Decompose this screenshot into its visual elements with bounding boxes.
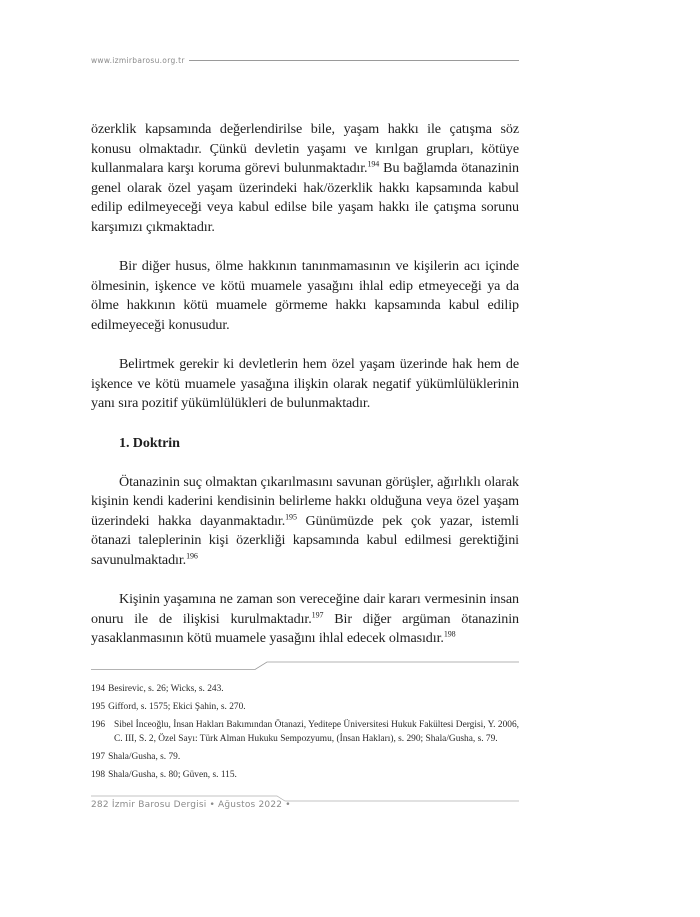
footnote-text: Sibel İnceoğlu, İnsan Hakları Bakımından Ötanazi, Yeditepe Üniversitesi Hukuk Fakültesi Dergisi, Y. 2006, C. III, S. 2, Özel Sayı: Türk Alman Hukuku Sempozyumu, (İnsan Hakları), s. 290; Shala/Gusha, s. 79. (114, 720, 519, 744)
header-url: www.izmirbarosu.org.tr (91, 55, 185, 65)
footnote-item (91, 769, 519, 782)
section-heading: 1. Doktrin (119, 434, 180, 451)
main-text (91, 120, 519, 649)
footnote-item (91, 751, 519, 764)
page-footer: 282 İzmir Barosu Dergisi • Ağustos 2022 • (91, 800, 291, 810)
footnote-text: Gifford, s. 1575; Ekici Şahin, s. 270. (108, 702, 246, 713)
footnote-number: 197 (91, 751, 106, 762)
paragraph-3: Belirtmek gerekir ki devletlerin hem özel yaşam üzerinde hak hem de işkence ve kötü muamele yasağına ilişkin olarak negatif yükümlülüklerinin yanı sıra pozitif yükümlülükleri de bulunmaktadır. (91, 356, 519, 412)
footnote-item (91, 683, 519, 696)
running-header (91, 54, 519, 66)
header-rule (189, 60, 519, 61)
footnote-text: Shala/Gusha, s. 80; Güven, s. 115. (108, 770, 237, 781)
footnote-ref-198[interactable]: 198 (443, 629, 456, 639)
footnote-number: 196 (91, 720, 106, 731)
footnote-number: 194 (91, 684, 106, 694)
footnote-text: Besirevic, s. 26; Wicks, s. 243. (108, 684, 224, 694)
paragraph-5: Kişinin yaşamına ne zaman son vereceğine dair kararı vermesinin insan onuru ile de ilişkisi kurulmaktadır.$^{197}$ Bir diğer argüman ötanazinin yasaklanmasının kötü muamele yasağını ihlal edecek olmasıdır.$^{198}$ (91, 591, 520, 647)
footnote-text: Shala/Gusha, s. 79. (108, 751, 181, 762)
footnote-number: 195 (91, 702, 106, 713)
footnote-item (91, 719, 519, 745)
footnote-item (91, 701, 519, 714)
paragraph-2: Bir diğer husus, ölme hakkının tanınmamasının ve kişilerin acı içinde ölmesinin, işkence ve kötü muamele yasağını ihlal edip etmeyeceği ya da ölme hakkının kötü muamele görmeme hakkı kapsamında kabul edilip edilmeyeceği konusudur. (91, 258, 519, 333)
paragraph-4: Ötanazinin suç olmaktan çıkarılmasını savunan görüşler, ağırlıklı olarak kişinin kendi kaderini kendisinin belirleme hakkı olduğuna veya özel yaşam üzerindeki hakka dayanmaktadır.$^{195}$ Günümüzde pek çok yazar, istemli ötanazi taleplerinin kişi özerkliği kapsamında kabul edilmesi gerektiğini savunulmaktadır.$^{196}$ (91, 473, 519, 569)
footnote-ref-197[interactable]: 197 (311, 610, 324, 620)
footnote-ref-196[interactable]: 196 (186, 551, 198, 561)
paragraph-1: özerklik kapsamında değerlendirilse bile, yaşam hakkı ile çatışma söz konusu olmaktadır. Çünkü devletin yaşamı ve kırılgan grupları, kötüye kullanmalara karşı koruma görevi bulunmaktadır.$^{194}$ Bu bağlamda ötanazinin genel olarak özel yaşam üzerindeki hak/özerklik hakkı kapsamında kabul edilip edilmeyeceği veya kabul edilse bile yaşam hakkı ile çatışma sorunu karşımızı çıkmaktadır. (91, 121, 519, 235)
footnote-ref-194[interactable]: 194 (367, 159, 380, 169)
footnotes (91, 683, 519, 787)
footnote-separator (91, 658, 519, 674)
footnote-ref-195[interactable]: 195 (285, 512, 297, 522)
footnote-number: 198 (91, 770, 106, 781)
